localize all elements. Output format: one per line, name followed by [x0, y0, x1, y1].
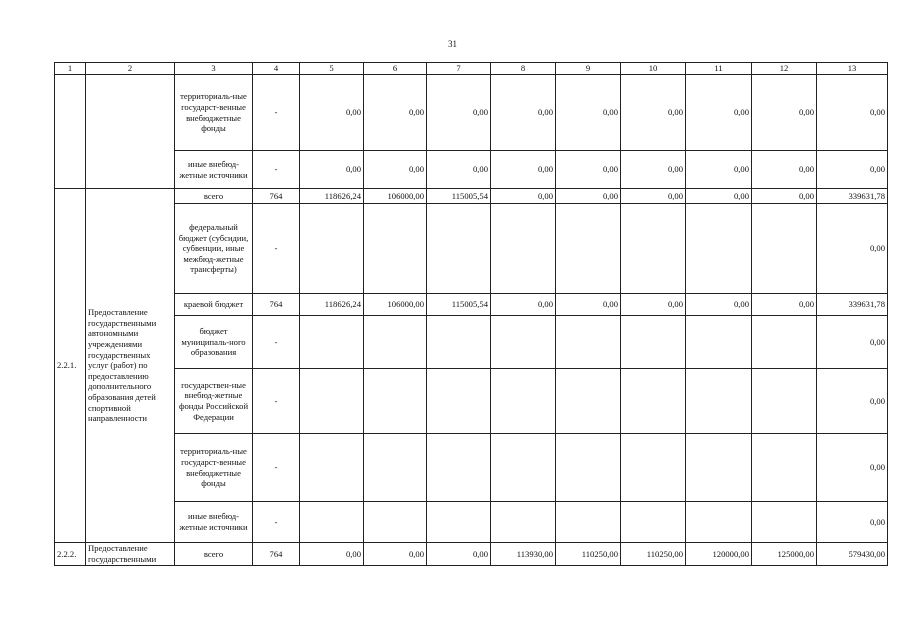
value-cell: [556, 204, 621, 294]
header-cell: 3: [175, 63, 253, 75]
funding-source-cell: всего: [175, 543, 253, 566]
value-cell: 0,00: [364, 543, 427, 566]
value-cell: 106000,00: [364, 189, 427, 204]
value-cell: [752, 204, 817, 294]
code-cell: -: [253, 434, 300, 502]
value-cell: [427, 369, 491, 434]
funding-source-cell: иные внебюд-жетные источники: [175, 502, 253, 543]
value-cell: [556, 369, 621, 434]
header-cell: 10: [621, 63, 686, 75]
value-cell: 0,00: [491, 189, 556, 204]
budget-table: [54, 62, 888, 566]
value-cell: [621, 369, 686, 434]
header-cell: 13: [817, 63, 888, 75]
value-cell: 0,00: [686, 189, 752, 204]
value-cell: 115005,54: [427, 189, 491, 204]
measure-name-cell: Предоставление государственными автономными учреждениями государственных услуг (работ) по предоставлению дополнительного образования детей спортивной направленности: [86, 189, 175, 543]
header-row: [55, 63, 888, 75]
value-cell: [621, 204, 686, 294]
value-cell: [364, 369, 427, 434]
value-cell: 0,00: [427, 75, 491, 151]
value-cell: [752, 434, 817, 502]
value-cell: 0,00: [817, 434, 888, 502]
value-cell: 0,00: [364, 151, 427, 189]
header-cell: 5: [300, 63, 364, 75]
value-cell: 125000,00: [752, 543, 817, 566]
value-cell: 0,00: [556, 151, 621, 189]
code-cell: -: [253, 151, 300, 189]
funding-source-cell: краевой бюджет: [175, 294, 253, 316]
table-row: [55, 434, 888, 502]
value-cell: 0,00: [621, 151, 686, 189]
table-row: [55, 543, 888, 566]
table-row: [55, 294, 888, 316]
value-cell: [556, 502, 621, 543]
value-cell: [686, 316, 752, 369]
value-cell: [300, 434, 364, 502]
value-cell: 110250,00: [556, 543, 621, 566]
value-cell: 0,00: [621, 294, 686, 316]
code-cell: -: [253, 204, 300, 294]
value-cell: 0,00: [817, 369, 888, 434]
value-cell: 0,00: [752, 294, 817, 316]
value-cell: [427, 316, 491, 369]
value-cell: [621, 502, 686, 543]
value-cell: [300, 204, 364, 294]
value-cell: [364, 316, 427, 369]
table-row: [55, 189, 888, 204]
measure-name-cell: [86, 75, 175, 189]
row-number-cell: [55, 75, 86, 189]
code-cell: 764: [253, 543, 300, 566]
value-cell: 118626,24: [300, 189, 364, 204]
value-cell: [427, 502, 491, 543]
value-cell: [364, 502, 427, 543]
row-number-cell: 2.2.2.: [55, 543, 86, 566]
value-cell: [621, 434, 686, 502]
header-cell: 9: [556, 63, 621, 75]
value-cell: 0,00: [752, 151, 817, 189]
value-cell: 0,00: [752, 75, 817, 151]
value-cell: [686, 502, 752, 543]
value-cell: 0,00: [300, 151, 364, 189]
value-cell: [300, 502, 364, 543]
funding-source-cell: бюджет муниципаль-ного образования: [175, 316, 253, 369]
measure-name-cell: Предоставление государственными: [86, 543, 175, 566]
header-cell: 8: [491, 63, 556, 75]
funding-source-cell: территориаль-ные государст-венные внебюджетные фонды: [175, 434, 253, 502]
funding-source-cell: территориаль-ные государст-венные внебюджетные фонды: [175, 75, 253, 151]
value-cell: 579430,00: [817, 543, 888, 566]
header-cell: 6: [364, 63, 427, 75]
value-cell: [491, 316, 556, 369]
value-cell: 0,00: [427, 151, 491, 189]
value-cell: 339631,78: [817, 189, 888, 204]
table-row: [55, 316, 888, 369]
value-cell: 0,00: [817, 75, 888, 151]
value-cell: 113930,00: [491, 543, 556, 566]
value-cell: [752, 369, 817, 434]
value-cell: 106000,00: [364, 294, 427, 316]
value-cell: 0,00: [752, 189, 817, 204]
value-cell: [752, 316, 817, 369]
value-cell: [427, 204, 491, 294]
code-cell: 764: [253, 189, 300, 204]
header-cell: 1: [55, 63, 86, 75]
header-cell: 7: [427, 63, 491, 75]
value-cell: [427, 434, 491, 502]
code-cell: -: [253, 502, 300, 543]
value-cell: 0,00: [491, 151, 556, 189]
value-cell: 0,00: [300, 75, 364, 151]
table-row: [55, 369, 888, 434]
value-cell: 0,00: [686, 151, 752, 189]
value-cell: 0,00: [817, 502, 888, 543]
value-cell: 0,00: [300, 543, 364, 566]
value-cell: 0,00: [817, 204, 888, 294]
code-cell: -: [253, 369, 300, 434]
value-cell: 0,00: [817, 316, 888, 369]
value-cell: 0,00: [556, 294, 621, 316]
value-cell: 115005,54: [427, 294, 491, 316]
value-cell: 0,00: [556, 189, 621, 204]
value-cell: [686, 369, 752, 434]
value-cell: 0,00: [621, 189, 686, 204]
value-cell: [364, 434, 427, 502]
value-cell: [556, 316, 621, 369]
funding-source-cell: иные внебюд-жетные источники: [175, 151, 253, 189]
table-row: [55, 502, 888, 543]
header-cell: 11: [686, 63, 752, 75]
funding-source-cell: государствен-ные внебюд-жетные фонды Российской Федерации: [175, 369, 253, 434]
value-cell: 0,00: [364, 75, 427, 151]
value-cell: [556, 434, 621, 502]
value-cell: [300, 316, 364, 369]
value-cell: [686, 204, 752, 294]
value-cell: [491, 204, 556, 294]
funding-source-cell: всего: [175, 189, 253, 204]
table-row: [55, 204, 888, 294]
value-cell: [491, 434, 556, 502]
value-cell: 120000,00: [686, 543, 752, 566]
value-cell: 0,00: [686, 294, 752, 316]
code-cell: -: [253, 75, 300, 151]
value-cell: 0,00: [556, 75, 621, 151]
page-number: 31: [448, 39, 457, 49]
value-cell: 339631,78: [817, 294, 888, 316]
value-cell: 0,00: [621, 75, 686, 151]
value-cell: 0,00: [491, 294, 556, 316]
table-row: [55, 75, 888, 151]
value-cell: 0,00: [686, 75, 752, 151]
value-cell: [621, 316, 686, 369]
header-cell: 2: [86, 63, 175, 75]
value-cell: [364, 204, 427, 294]
value-cell: 118626,24: [300, 294, 364, 316]
value-cell: 0,00: [491, 75, 556, 151]
value-cell: [752, 502, 817, 543]
funding-source-cell: федеральный бюджет (субсидии, субвенции, иные межбюд-жетные трансферты): [175, 204, 253, 294]
value-cell: 0,00: [427, 543, 491, 566]
value-cell: 110250,00: [621, 543, 686, 566]
header-cell: 12: [752, 63, 817, 75]
table-row: [55, 151, 888, 189]
code-cell: 764: [253, 294, 300, 316]
value-cell: [686, 434, 752, 502]
header-cell: 4: [253, 63, 300, 75]
value-cell: [491, 502, 556, 543]
code-cell: -: [253, 316, 300, 369]
row-number-cell: 2.2.1.: [55, 189, 86, 543]
value-cell: 0,00: [817, 151, 888, 189]
value-cell: [491, 369, 556, 434]
value-cell: [300, 369, 364, 434]
